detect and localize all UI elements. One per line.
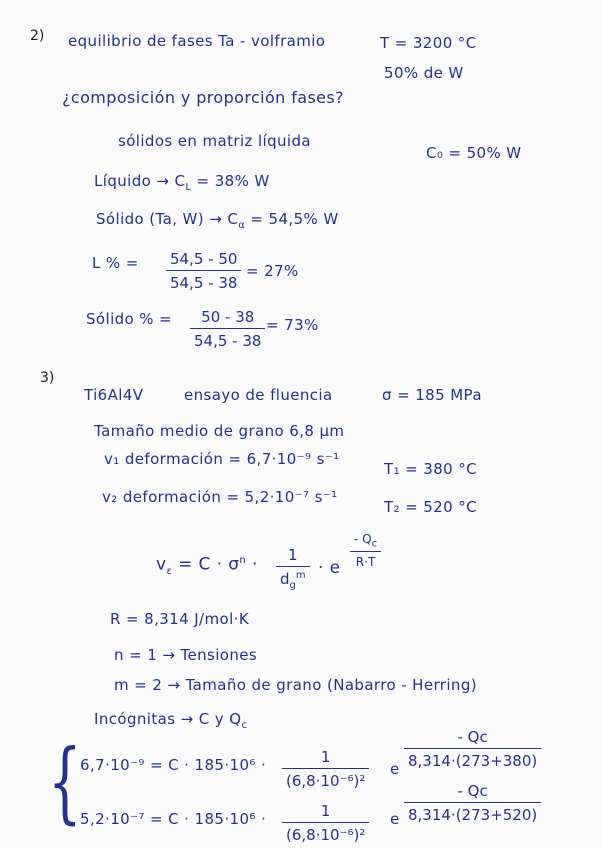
problem-3-number: 3) <box>40 370 55 386</box>
creep-equation-lhs: $v_\varepsilon = C \cdot \sigma^n$ · <box>156 554 258 578</box>
system-eq-2-lhs: 5,2·10⁻⁷ = C · 185·10⁶ · <box>80 810 267 828</box>
creep-equation-exponent: $\frac{- Q_c}{R\cdot T}$ <box>350 532 381 569</box>
alloy: Ti6Al4V <box>84 386 144 404</box>
temperature: T = 3200 °C <box>380 34 477 52</box>
problem-2-number: 2) <box>30 28 45 44</box>
stress: σ = 185 MPa <box>382 386 482 404</box>
problem-2-title: equilibrio de fases Ta - volframio <box>68 32 326 50</box>
liquid-percent-result: = 27% <box>246 262 299 280</box>
solid-percent-result: = 73% <box>266 316 319 334</box>
strain-rate-1: v₁ deformación = 6,7·10⁻⁹ s⁻¹ <box>104 450 340 468</box>
system-eq-1-grain-fraction: $\frac{1}{\text{(6,8·10⁻⁶)²}}$ <box>282 748 369 790</box>
system-brace: { <box>48 730 82 833</box>
creep-equation-exp-base: · e <box>318 558 341 578</box>
liquid-percent-label: L % = <box>92 254 139 272</box>
unknowns: Incógnitas → C y $Q_c$ <box>94 710 248 731</box>
system-eq-1-exponent: $\frac{- Qc}{8,314\cdot(273+380)}$ <box>404 728 541 770</box>
question: ¿composición y proporción fases? <box>62 88 345 107</box>
test-type: ensayo de fluencia <box>184 386 333 404</box>
system-eq-2-grain-fraction: $\frac{1}{\text{(6,8·10⁻⁶)²}}$ <box>282 802 369 844</box>
grain-exponent: m = 2 → Tamaño de grano (Nabarro - Herring) <box>114 676 478 694</box>
gas-constant: R = 8,314 J/mol·K <box>110 610 250 628</box>
liquid-composition: Líquido → $C_L = 38\%$ W <box>94 172 270 193</box>
solid-composition: Sólido (Ta, $W) \to C_\alpha = 54,5\%$ W <box>96 210 339 231</box>
system-eq-1-exp-base: e <box>390 760 400 778</box>
strain-rate-2: v₂ deformación = 5,2·10⁻⁷ s⁻¹ <box>102 488 338 506</box>
solids-note: sólidos en matriz líquida <box>118 132 312 150</box>
weight-percent: 50% de W <box>384 64 464 82</box>
temperature-1: T₁ = 380 °C <box>384 460 478 478</box>
stress-exponent: n = 1 → Tensiones <box>114 646 258 664</box>
creep-equation-grain-fraction: 1 $d_g^m$ <box>276 546 310 591</box>
system-eq-1-lhs: 6,7·10⁻⁹ = C · 185·10⁶ · <box>80 756 267 774</box>
system-eq-2-exponent: $\frac{- Qc}{8,314\cdot(273+520)}$ <box>404 782 541 824</box>
temperature-2: T₂ = 520 °C <box>384 498 478 516</box>
c0-value: C₀ = 50% W <box>426 144 522 162</box>
solid-percent-label: Sólido % = <box>86 310 173 328</box>
liquid-percent-fraction: $\frac{54,5 - 50}{54,5 - 38}$ <box>166 250 241 292</box>
system-eq-2-exp-base: e <box>390 810 400 828</box>
grain-size: Tamaño medio de grano 6,8 µm <box>94 422 345 440</box>
solid-percent-fraction: $\frac{50 - 38}{54,5 - 38}$ <box>190 308 265 350</box>
